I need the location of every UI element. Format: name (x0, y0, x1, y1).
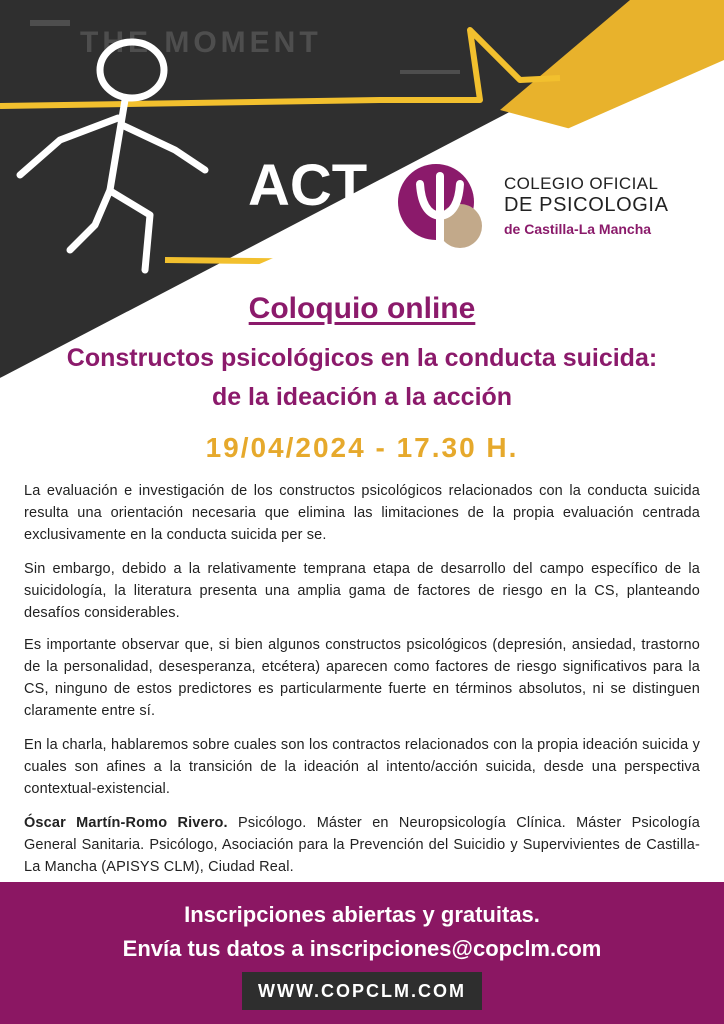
org-name-line2: DE PSICOLOGIA (504, 194, 669, 216)
speaker-bio: Psicólogo. Máster en Neuropsicología Clínica. Máster Psicología General Sanitaria. Psicólogo, Asociación para la Prevención del Suicidio y Supervivientes de Castilla-La Mancha (APISYS CLM), Ciudad Real. (24, 815, 700, 875)
description-paragraph-3: Es importante observar que, si bien algunos constructos psicológicos (depresión, ansiedad, trastorno de la personalidad, desesperanza, etcétera) aparecen como factores de riesgo significativos para la CS, ninguno de estos predictores es particularmente fuerte en términos absolutos, ni se distinguen claramente entre sí. (24, 637, 700, 719)
event-title-line2: de la ideación a la acción (211, 383, 513, 411)
registration-email-text[interactable]: Envía tus datos a inscripciones@copclm.com (122, 936, 602, 961)
org-region: de Castilla-La Mancha (504, 221, 652, 237)
event-datetime: 19/04/2024 - 17.30 H. (205, 432, 519, 463)
board-act-text: ACT (248, 153, 368, 218)
description-paragraph-2: Sin embargo, debido a la relativamente temprana etapa de desarrollo del campo específico de la suicidología, la literatura presenta una amplia gama de factores de riesgo en la CS, planteando desafíos considerables. (24, 561, 700, 621)
psi-logo-icon (396, 162, 488, 254)
svg-text:THE MOMENT: THE MOMENT (80, 26, 322, 59)
org-name-line1: COLEGIO OFICIAL (504, 174, 659, 193)
description-paragraph-4: En la charla, hablaremos sobre cuales son los contractos relacionados con la propia ideación suicida y cuales son afines a la transición de la ideación al intento/acción suicida, desde una perspectiva contextual-existencial. (24, 737, 700, 797)
speaker-paragraph (24, 812, 700, 878)
event-type-heading: Coloquio online (248, 292, 476, 325)
description-paragraph-1: La evaluación e investigación de los constructos psicológicos relacionados con la conducta suicida resulta una orientación necesaria que elimina las limitaciones de la propia evaluación centrada exclusivamente en la conducta suicida per se. (24, 483, 700, 543)
organization-logo (396, 158, 696, 258)
speaker-name: Óscar Martín-Romo Rivero. (24, 815, 228, 831)
registration-open-text: Inscripciones abiertas y gratuitas. (184, 902, 540, 927)
event-title-line1: Constructos psicológicos en la conducta suicida: (66, 344, 658, 372)
website-link-button[interactable]: WWW.COPCLM.COM (242, 972, 482, 1010)
registration-footer (0, 882, 724, 1024)
